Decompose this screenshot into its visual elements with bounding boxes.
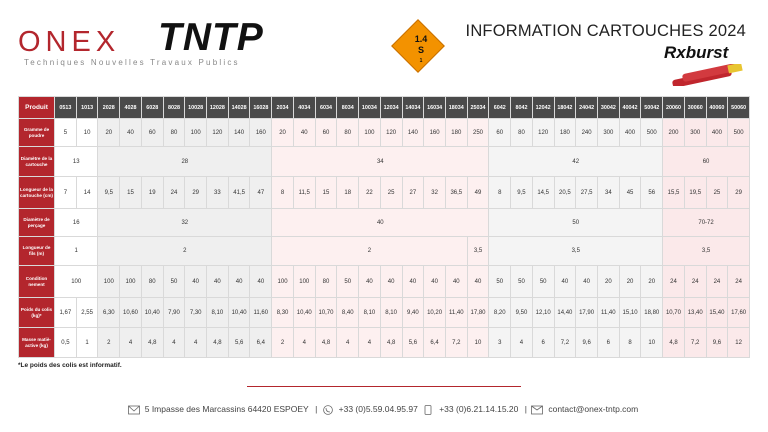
email[interactable]: contact@onex-tntp.com bbox=[548, 404, 639, 414]
product-code: 24042 bbox=[576, 97, 598, 119]
table-cell: 20 bbox=[619, 266, 641, 298]
table-cell: 200 bbox=[663, 119, 685, 147]
table-cell: 16 bbox=[55, 209, 98, 237]
table-cell: 15,10 bbox=[619, 298, 641, 328]
table-cell: 14 bbox=[76, 177, 98, 209]
table-cell: 40 bbox=[380, 266, 402, 298]
table-cell: 5,6 bbox=[228, 328, 250, 358]
table-cell: 100 bbox=[98, 266, 120, 298]
hazard-label bbox=[399, 34, 443, 67]
table-cell: 4,8 bbox=[380, 328, 402, 358]
product-code: 6042 bbox=[489, 97, 511, 119]
table-cell: 10,70 bbox=[663, 298, 685, 328]
table-cell: 42 bbox=[489, 147, 663, 177]
table-cell: 9,6 bbox=[576, 328, 598, 358]
email-icon bbox=[531, 405, 543, 415]
table-cell: 8,40 bbox=[337, 298, 359, 328]
tntp-logo: TNTP bbox=[158, 16, 264, 59]
table-cell: 8 bbox=[489, 177, 511, 209]
table-cell: 3,5 bbox=[489, 237, 663, 266]
footer-contact bbox=[0, 404, 768, 415]
product-code: 2034 bbox=[272, 97, 294, 119]
table-cell: 18 bbox=[337, 177, 359, 209]
table-cell: 29 bbox=[728, 177, 750, 209]
table-cell: 40 bbox=[467, 266, 489, 298]
table-cell: 140 bbox=[402, 119, 424, 147]
table-cell: 24 bbox=[163, 177, 185, 209]
table-cell: 56 bbox=[641, 177, 663, 209]
table-cell: 14,5 bbox=[532, 177, 554, 209]
table-cell: 4,8 bbox=[207, 328, 229, 358]
row-label: Condition nement bbox=[19, 266, 55, 298]
table-cell: 20,5 bbox=[554, 177, 576, 209]
onex-logo: ONEX bbox=[18, 26, 121, 58]
table-cell: 2 bbox=[98, 237, 272, 266]
table-cell: 40 bbox=[250, 266, 272, 298]
table-cell: 4 bbox=[185, 328, 207, 358]
table-cell: 500 bbox=[728, 119, 750, 147]
table-cell: 40 bbox=[207, 266, 229, 298]
table-cell: 6 bbox=[597, 328, 619, 358]
table-cell: 6,30 bbox=[98, 298, 120, 328]
table-cell: 40 bbox=[359, 266, 381, 298]
product-code: 30042 bbox=[597, 97, 619, 119]
product-code: 6034 bbox=[315, 97, 337, 119]
table-cell: 47 bbox=[250, 177, 272, 209]
table-cell: 3,5 bbox=[467, 237, 489, 266]
table-cell: 6,4 bbox=[250, 328, 272, 358]
table-cell: 3,5 bbox=[663, 237, 750, 266]
table-cell: 10 bbox=[76, 119, 98, 147]
table-cell: 12 bbox=[728, 328, 750, 358]
table-cell: 13,40 bbox=[684, 298, 706, 328]
table-cell: 11,40 bbox=[597, 298, 619, 328]
table-cell: 120 bbox=[207, 119, 229, 147]
table-cell: 9,5 bbox=[98, 177, 120, 209]
product-code: 12034 bbox=[380, 97, 402, 119]
table-cell: 19 bbox=[141, 177, 163, 209]
table-cell: 8 bbox=[272, 177, 294, 209]
table-cell: 8,30 bbox=[272, 298, 294, 328]
table-cell: 12,10 bbox=[532, 298, 554, 328]
spec-row-fils bbox=[19, 237, 750, 266]
table-cell: 10,70 bbox=[315, 298, 337, 328]
mobile-icon bbox=[422, 405, 434, 415]
table-cell: 100 bbox=[272, 266, 294, 298]
table-cell: 24 bbox=[663, 266, 685, 298]
table-cell: 40 bbox=[228, 266, 250, 298]
product-code: 25034 bbox=[467, 97, 489, 119]
product-code: 10034 bbox=[359, 97, 381, 119]
table-cell: 40 bbox=[554, 266, 576, 298]
table-cell: 14,40 bbox=[554, 298, 576, 328]
table-cell: 80 bbox=[141, 266, 163, 298]
table-cell: 11,40 bbox=[445, 298, 467, 328]
spec-row-poudre bbox=[19, 119, 750, 147]
table-cell: 1 bbox=[76, 328, 98, 358]
product-code: 30060 bbox=[684, 97, 706, 119]
table-cell: 500 bbox=[641, 119, 663, 147]
table-cell: 300 bbox=[597, 119, 619, 147]
mail-icon bbox=[128, 405, 140, 415]
table-cell: 120 bbox=[532, 119, 554, 147]
table-cell: 5,6 bbox=[402, 328, 424, 358]
table-cell: 9,40 bbox=[402, 298, 424, 328]
product-code: 12042 bbox=[532, 97, 554, 119]
table-cell: 80 bbox=[315, 266, 337, 298]
table-cell: 40 bbox=[120, 119, 142, 147]
table-cell: 2 bbox=[98, 328, 120, 358]
table-cell: 4 bbox=[163, 328, 185, 358]
product-code: 18034 bbox=[445, 97, 467, 119]
rxburst-logo: Rxburst bbox=[664, 43, 729, 62]
table-cell: 17,60 bbox=[728, 298, 750, 328]
table-cell: 100 bbox=[55, 266, 98, 298]
row-label: Diamètre de perçage bbox=[19, 209, 55, 237]
table-cell: 60 bbox=[489, 119, 511, 147]
address: 5 Impasse des Marcassins 64420 ESPOEY bbox=[144, 404, 309, 414]
table-cell: 13 bbox=[55, 147, 98, 177]
table-cell: 8,20 bbox=[489, 298, 511, 328]
table-cell: 50 bbox=[337, 266, 359, 298]
product-code: 4034 bbox=[293, 97, 315, 119]
table-cell: 20 bbox=[597, 266, 619, 298]
table-cell: 240 bbox=[576, 119, 598, 147]
table-cell: 27,5 bbox=[576, 177, 598, 209]
table-cell: 60 bbox=[663, 147, 750, 177]
table-cell: 25 bbox=[380, 177, 402, 209]
product-code: 6028 bbox=[141, 97, 163, 119]
table-cell: 15,5 bbox=[663, 177, 685, 209]
table-cell: 29 bbox=[185, 177, 207, 209]
spec-row-masse bbox=[19, 328, 750, 358]
table-cell: 7,90 bbox=[163, 298, 185, 328]
product-code: 16028 bbox=[250, 97, 272, 119]
row-label: Gramme de poudre bbox=[19, 119, 55, 147]
table-cell: 4 bbox=[359, 328, 381, 358]
table-cell: 36,5 bbox=[445, 177, 467, 209]
table-cell: 100 bbox=[359, 119, 381, 147]
product-code: 40042 bbox=[619, 97, 641, 119]
table-cell: 34 bbox=[272, 147, 489, 177]
product-code: 4028 bbox=[120, 97, 142, 119]
spec-row-poids bbox=[19, 298, 750, 328]
table-cell: 40 bbox=[185, 266, 207, 298]
table-cell: 180 bbox=[554, 119, 576, 147]
spec-row-diam bbox=[19, 147, 750, 177]
table-cell: 6 bbox=[532, 328, 554, 358]
table-cell: 15 bbox=[315, 177, 337, 209]
table-cell: 400 bbox=[619, 119, 641, 147]
table-cell: 7,30 bbox=[185, 298, 207, 328]
row-label: Masse matiè-active (kg) bbox=[19, 328, 55, 358]
product-code: 16034 bbox=[424, 97, 446, 119]
spec-row-perc bbox=[19, 209, 750, 237]
table-cell: 5 bbox=[55, 119, 77, 147]
separator: | bbox=[315, 404, 318, 414]
table-cell: 8,10 bbox=[380, 298, 402, 328]
table-cell: 24 bbox=[684, 266, 706, 298]
table-cell: 1 bbox=[55, 237, 98, 266]
table-cell: 15,40 bbox=[706, 298, 728, 328]
spec-row-cond bbox=[19, 266, 750, 298]
table-cell: 250 bbox=[467, 119, 489, 147]
table-cell: 15 bbox=[120, 177, 142, 209]
product-code: 20060 bbox=[663, 97, 685, 119]
page-title: INFORMATION CARTOUCHES 2024 bbox=[465, 22, 746, 40]
table-cell: 50 bbox=[163, 266, 185, 298]
table-cell: 17,80 bbox=[467, 298, 489, 328]
table-cell: 25 bbox=[706, 177, 728, 209]
table-cell: 22 bbox=[359, 177, 381, 209]
product-code: 14034 bbox=[402, 97, 424, 119]
table-cell: 160 bbox=[250, 119, 272, 147]
table-cell: 60 bbox=[141, 119, 163, 147]
table-cell: 32 bbox=[424, 177, 446, 209]
table-cell: 4 bbox=[120, 328, 142, 358]
table-cell: 7,2 bbox=[445, 328, 467, 358]
table-cell: 24 bbox=[706, 266, 728, 298]
table-cell: 40 bbox=[402, 266, 424, 298]
table-cell: 20 bbox=[98, 119, 120, 147]
table-cell: 11,60 bbox=[250, 298, 272, 328]
product-code: 8028 bbox=[163, 97, 185, 119]
table-cell: 50 bbox=[511, 266, 533, 298]
product-code: 18042 bbox=[554, 97, 576, 119]
table-cell: 120 bbox=[380, 119, 402, 147]
product-code: 2028 bbox=[98, 97, 120, 119]
table-cell: 4,8 bbox=[663, 328, 685, 358]
table-cell: 7,2 bbox=[554, 328, 576, 358]
row-label: Poids du colis (kg)* bbox=[19, 298, 55, 328]
table-cell: 100 bbox=[185, 119, 207, 147]
product-code: 8042 bbox=[511, 97, 533, 119]
table-cell: 400 bbox=[706, 119, 728, 147]
table-cell: 40 bbox=[445, 266, 467, 298]
hazard-class: 1.4 bbox=[414, 34, 428, 44]
table-cell: 11,5 bbox=[293, 177, 315, 209]
table-cell: 7,2 bbox=[684, 328, 706, 358]
table-cell: 4 bbox=[337, 328, 359, 358]
table-cell: 8,10 bbox=[207, 298, 229, 328]
product-code: 1013 bbox=[76, 97, 98, 119]
table-cell: 18,80 bbox=[641, 298, 663, 328]
table-cell: 100 bbox=[120, 266, 142, 298]
product-code: 0513 bbox=[55, 97, 77, 119]
table-cell: 24 bbox=[728, 266, 750, 298]
row-label: Longueur de la cartouche (cm) bbox=[19, 177, 55, 209]
table-cell: 6,4 bbox=[424, 328, 446, 358]
hazard-number: 1 bbox=[419, 58, 423, 64]
table-cell: 27 bbox=[402, 177, 424, 209]
separator: | bbox=[524, 404, 527, 414]
product-code: 50042 bbox=[641, 97, 663, 119]
table-cell: 40 bbox=[576, 266, 598, 298]
product-code: 40060 bbox=[706, 97, 728, 119]
table-cell: 4,8 bbox=[315, 328, 337, 358]
table-cell: 2,55 bbox=[76, 298, 98, 328]
mobile[interactable]: +33 (0)6.21.14.15.20 bbox=[439, 404, 519, 414]
table-cell: 9,50 bbox=[511, 298, 533, 328]
table-cell: 80 bbox=[163, 119, 185, 147]
table-cell: 9,5 bbox=[511, 177, 533, 209]
table-cell: 19,5 bbox=[684, 177, 706, 209]
header-label: Produit bbox=[19, 97, 55, 119]
phone-icon bbox=[322, 405, 334, 415]
table-cell: 2 bbox=[272, 237, 467, 266]
table-cell: 180 bbox=[445, 119, 467, 147]
product-code: 50060 bbox=[728, 97, 750, 119]
table-cell: 9,6 bbox=[706, 328, 728, 358]
phone[interactable]: +33 (0)5.59.04.95.97 bbox=[338, 404, 418, 414]
table-cell: 10,40 bbox=[293, 298, 315, 328]
table-cell: 7 bbox=[55, 177, 77, 209]
table-cell: 80 bbox=[337, 119, 359, 147]
product-code: 10028 bbox=[185, 97, 207, 119]
table-cell: 60 bbox=[315, 119, 337, 147]
table-cell: 8,10 bbox=[359, 298, 381, 328]
table-cell: 10,40 bbox=[141, 298, 163, 328]
table-cell: 4 bbox=[511, 328, 533, 358]
table-cell: 50 bbox=[489, 266, 511, 298]
product-code: 14028 bbox=[228, 97, 250, 119]
table-cell: 300 bbox=[684, 119, 706, 147]
table-cell: 10,40 bbox=[228, 298, 250, 328]
table-cell: 4 bbox=[293, 328, 315, 358]
product-code: 8034 bbox=[337, 97, 359, 119]
tagline: Techniques Nouvelles Travaux Publics bbox=[24, 58, 240, 67]
row-label: Diamètre de la cartouche bbox=[19, 147, 55, 177]
table-cell: 20 bbox=[641, 266, 663, 298]
cartridges-image bbox=[668, 64, 752, 86]
table-cell: 10,60 bbox=[120, 298, 142, 328]
footer-divider bbox=[247, 386, 521, 387]
table-cell: 32 bbox=[98, 209, 272, 237]
table-cell: 1,67 bbox=[55, 298, 77, 328]
table-cell: 50 bbox=[489, 209, 663, 237]
table-cell: 49 bbox=[467, 177, 489, 209]
table-cell: 10,20 bbox=[424, 298, 446, 328]
table-cell: 0,5 bbox=[55, 328, 77, 358]
table-cell: 2 bbox=[272, 328, 294, 358]
spec-row-long bbox=[19, 177, 750, 209]
product-header-row bbox=[19, 97, 750, 119]
hazard-group: S bbox=[417, 45, 424, 55]
table-cell: 28 bbox=[98, 147, 272, 177]
table-cell: 160 bbox=[424, 119, 446, 147]
cartridge-spec-table bbox=[18, 96, 750, 358]
table-cell: 10 bbox=[467, 328, 489, 358]
table-cell: 50 bbox=[532, 266, 554, 298]
weight-note: *Le poids des colis est informatif. bbox=[18, 362, 122, 369]
table-cell: 45 bbox=[619, 177, 641, 209]
table-cell: 8 bbox=[619, 328, 641, 358]
table-cell: 70-72 bbox=[663, 209, 750, 237]
table-cell: 40 bbox=[272, 209, 489, 237]
table-cell: 33 bbox=[207, 177, 229, 209]
table-cell: 140 bbox=[228, 119, 250, 147]
table-cell: 40 bbox=[424, 266, 446, 298]
table-cell: 20 bbox=[272, 119, 294, 147]
table-cell: 40 bbox=[293, 119, 315, 147]
row-label: Longueur de fils (m) bbox=[19, 237, 55, 266]
table-cell: 3 bbox=[489, 328, 511, 358]
table-cell: 100 bbox=[293, 266, 315, 298]
table-cell: 41,5 bbox=[228, 177, 250, 209]
table-cell: 10 bbox=[641, 328, 663, 358]
table-cell: 4,8 bbox=[141, 328, 163, 358]
table-cell: 80 bbox=[511, 119, 533, 147]
table-cell: 34 bbox=[597, 177, 619, 209]
table-cell: 17,90 bbox=[576, 298, 598, 328]
product-code: 12028 bbox=[207, 97, 229, 119]
